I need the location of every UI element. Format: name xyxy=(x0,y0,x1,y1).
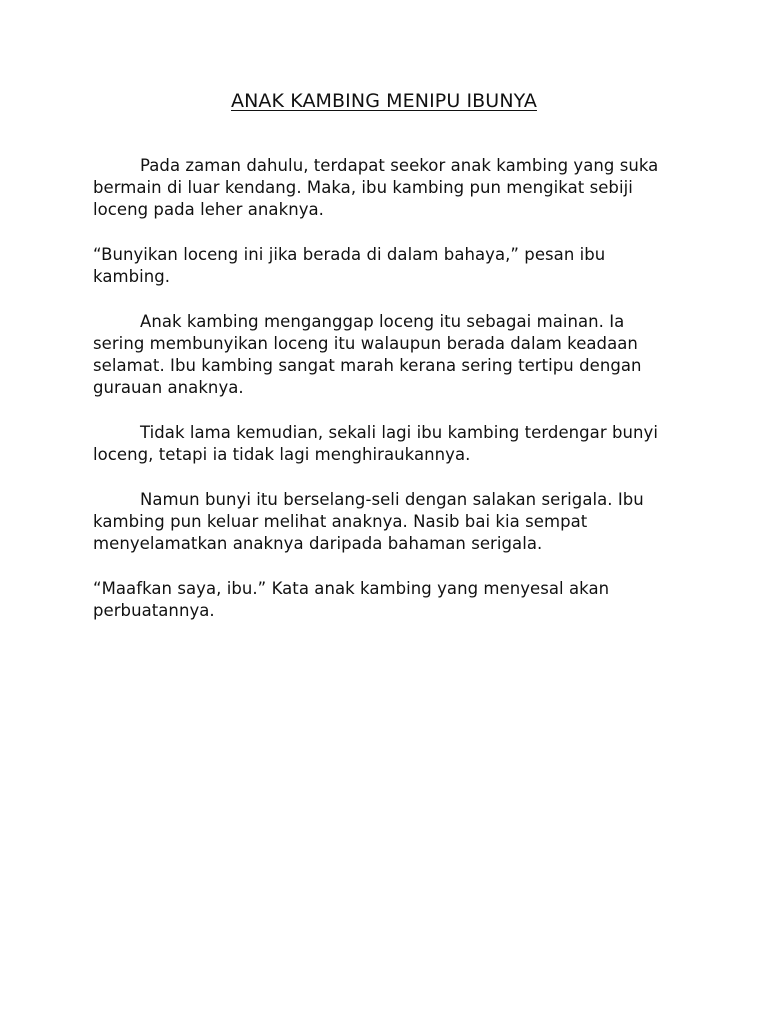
paragraph-2: “Bunyikan loceng ini jika berada di dalam bahaya,” pesan ibu kambing. xyxy=(93,245,606,286)
paragraph-1: Pada zaman dahulu, terdapat seekor anak kambing yang suka bermain di luar kendang. Maka, ibu kambing pun mengikat sebiji loceng pada leher anaknya. xyxy=(93,156,659,219)
document-title: ANAK KAMBING MENIPU IBUNYA xyxy=(231,90,537,112)
paragraph-4: Tidak lama kemudian, sekali lagi ibu kambing terdengar bunyi loceng, tetapi ia tidak lagi menghiraukannya. xyxy=(93,423,658,464)
paragraph-3: Anak kambing menganggap loceng itu sebagai mainan. Ia sering membunyikan loceng itu walaupun berada dalam keadaan selamat. Ibu kambing sangat marah kerana sering tertipu dengan gurauan anaknya. xyxy=(93,312,642,397)
paragraph-6: “Maafkan saya, ibu.” Kata anak kambing yang menyesal akan perbuatannya. xyxy=(93,579,610,620)
document-body xyxy=(93,155,678,645)
paragraph-5: Namun bunyi itu berselang-seli dengan salakan serigala. Ibu kambing pun keluar melihat anaknya. Nasib bai kia sempat menyelamatkan anaknya daripada bahaman serigala. xyxy=(93,490,644,553)
